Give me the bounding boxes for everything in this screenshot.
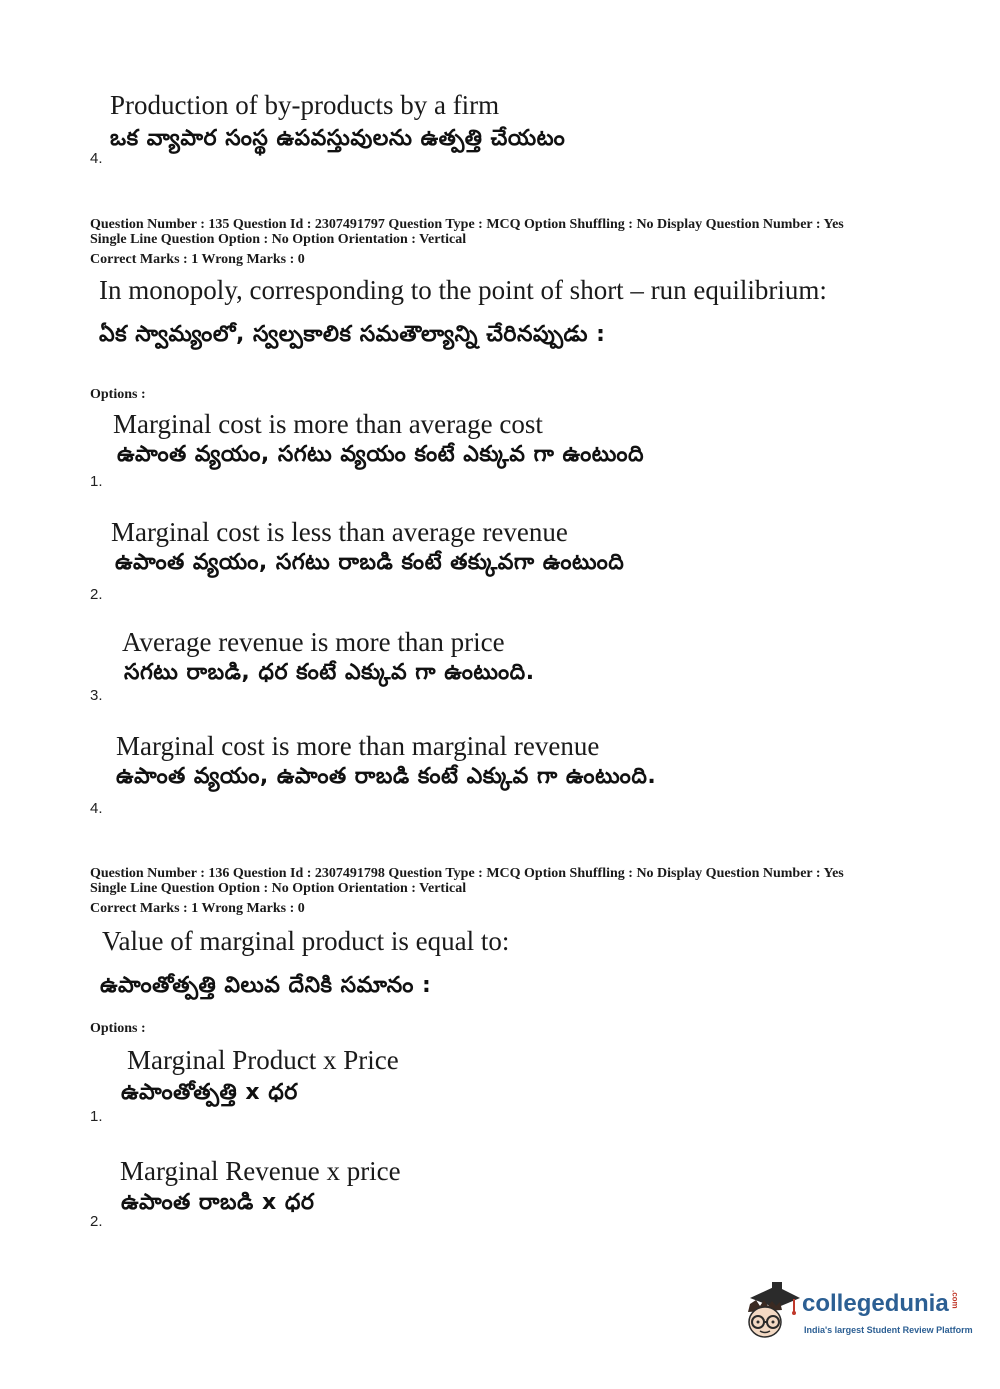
q136-options-label: Options : xyxy=(90,1021,146,1036)
q135-meta-line2: Single Line Question Option : No Option Orientation : Vertical xyxy=(90,232,467,247)
q136-option-1-te: ఉపాంతోత్పత్తి x ధర xyxy=(121,1080,298,1105)
mascot-icon xyxy=(742,1282,802,1344)
q135-option-2-number: 2. xyxy=(90,586,103,603)
q135-option-1-number: 1. xyxy=(90,473,103,490)
q135-option-1-te: ఉపాంత వ్యయం, సగటు వ్యయం కంటే ఎక్కువ గా ఉంటుంది xyxy=(117,442,645,467)
q135-meta-line1: Question Number : 135 Question Id : 2307491797 Question Type : MCQ Option Shuffling : No Display Question Number : Yes xyxy=(90,217,844,232)
q136-marks: Correct Marks : 1 Wrong Marks : 0 xyxy=(90,901,305,916)
logo-wordmark: collegedunia .com xyxy=(802,1290,960,1317)
q136-question-en: Value of marginal product is equal to: xyxy=(102,926,510,956)
q135-question-en: In monopoly, corresponding to the point of short – run equilibrium: xyxy=(99,275,827,305)
q135-option-2-en: Marginal cost is less than average revenue xyxy=(111,517,568,547)
q135-option-4-en: Marginal cost is more than marginal revenue xyxy=(116,731,600,761)
q136-meta-line1: Question Number : 136 Question Id : 2307491798 Question Type : MCQ Option Shuffling : No Display Question Number : Yes xyxy=(90,866,844,881)
q135-options-label: Options : xyxy=(90,387,146,402)
q135-question-te: ఏక స్వామ్యంలో, స్వల్పకాలిక సమతౌల్యాన్ని చేరినప్పుడు : xyxy=(99,322,606,347)
q136-question-te: ఉపాంతోత్పత్తి విలువ దేనికి సమానం : xyxy=(100,973,432,998)
prev-option-4-te: ఒక వ్యాపార సంస్థ ఉపవస్తువులను ఉత్పత్తి చేయటం xyxy=(110,126,566,151)
q135-option-1-en: Marginal cost is more than average cost xyxy=(113,409,543,439)
q135-option-3-en: Average revenue is more than price xyxy=(122,627,505,657)
q136-meta-line2: Single Line Question Option : No Option Orientation : Vertical xyxy=(90,881,467,896)
q136-option-2-number: 2. xyxy=(90,1213,103,1230)
q135-option-2-te: ఉపాంత వ్యయం, సగటు రాబడి కంటే తక్కువగా ఉంటుంది xyxy=(115,550,625,575)
prev-option-4-number: 4. xyxy=(90,150,103,167)
q136-option-1-number: 1. xyxy=(90,1108,103,1125)
q135-option-4-number: 4. xyxy=(90,800,103,817)
q135-option-3-number: 3. xyxy=(90,687,103,704)
collegedunia-logo xyxy=(742,1282,973,1352)
q135-marks: Correct Marks : 1 Wrong Marks : 0 xyxy=(90,252,305,267)
logo-tagline: India's largest Student Review Platform xyxy=(804,1325,973,1335)
q136-option-2-en: Marginal Revenue x price xyxy=(120,1156,401,1186)
q136-option-2-te: ఉపాంత రాబడి x ధర xyxy=(121,1190,315,1215)
q136-option-1-en: Marginal Product x Price xyxy=(127,1045,399,1075)
q135-option-3-te: సగటు రాబడి, ధర కంటే ఎక్కువ గా ఉంటుంది. xyxy=(124,660,535,685)
prev-option-4-en: Production of by-products by a firm xyxy=(110,90,500,120)
q135-option-4-te: ఉపాంత వ్యయం, ఉపాంత రాబడి కంటే ఎక్కువ గా ఉంటుంది. xyxy=(116,764,657,789)
